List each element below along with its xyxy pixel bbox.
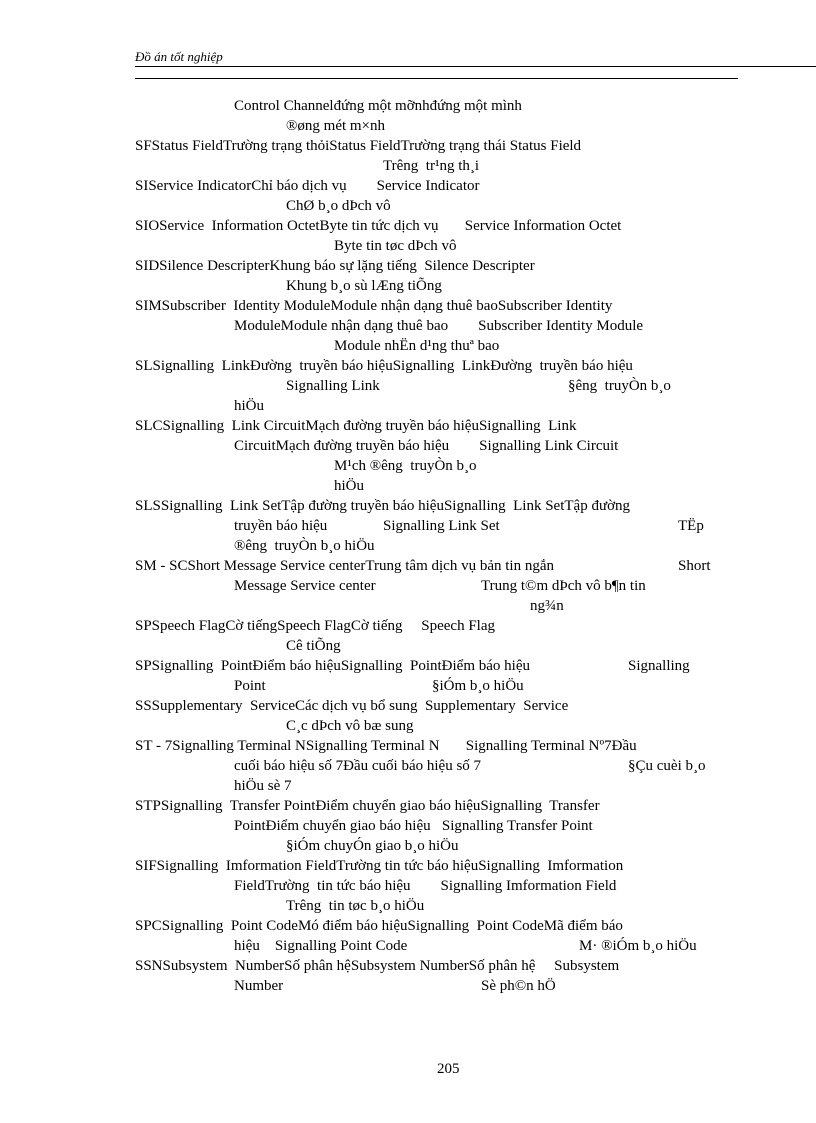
- text-line: FieldTrường tin tức báo hiệu Signalling Imformation Field: [234, 878, 617, 894]
- text-line: hiÖu sè 7: [234, 778, 292, 794]
- text-line: SPCSignalling Point CodeMó điểm báo hiệuSignalling Point CodeMã điểm báo: [135, 918, 623, 934]
- text-line: Cê tiÕng: [286, 638, 341, 654]
- text-line: Module nhËn d¹ng thuª bao: [334, 338, 500, 354]
- text-line: M· ®iÓm b¸o hiÖu: [579, 938, 697, 954]
- text-line: Point: [234, 678, 266, 694]
- text-line: ®øng mét m×nh: [286, 118, 386, 134]
- text-line: Message Service center: [234, 578, 376, 594]
- page-header-title: Đồ án tốt nghiệp: [135, 49, 223, 64]
- text-line: truyền báo hiệu: [234, 518, 328, 534]
- text-line: C¸c dÞch vô bæ sung: [286, 718, 414, 734]
- text-line: SPSignalling PointĐiểm báo hiệuSignalling PointĐiểm báo hiệu: [135, 658, 530, 674]
- text-line: Trêng tr¹ng th¸i: [383, 158, 480, 174]
- text-line: Trung t©m dÞch vô b¶n tin: [481, 578, 646, 594]
- text-line: §iÓm b¸o hiÖu: [432, 678, 524, 694]
- text-line: ST - 7Signalling Terminal NSignalling Terminal N Signalling Terminal Nº7Đầu: [135, 738, 637, 754]
- text-line: SPSpeech FlagCờ tiếngSpeech FlagCờ tiếng Speech Flag: [135, 618, 495, 634]
- text-line: Khung b¸o sù lÆng tiÕng: [286, 278, 442, 294]
- text-line: Signalling Link Set: [383, 518, 500, 534]
- text-line: ®êng truyÒn b¸o hiÖu: [234, 538, 375, 554]
- text-line: ModuleModule nhận dạng thuê bao Subscriber Identity Module: [234, 318, 644, 334]
- text-line: hiÖu: [334, 478, 364, 494]
- text-line: SIService IndicatorChỉ báo dịch vụ Service Indicator: [135, 178, 480, 194]
- text-line: SLSignalling LinkĐường truyền báo hiệuSignalling LinkĐường truyền báo hiệu: [135, 358, 633, 374]
- text-line: CircuitMạch đường truyền báo hiệu Signalling Link Circuit: [234, 438, 619, 454]
- text-line: Byte tin tøc dÞch vô: [334, 238, 457, 254]
- text-line: STPSignalling Transfer PointĐiểm chuyển giao báo hiệuSignalling Transfer: [135, 798, 600, 814]
- text-line: SIFSignalling Imformation FieldTrường tin tức báo hiệuSignalling Imformation: [135, 858, 624, 874]
- text-line: Number: [234, 978, 284, 994]
- text-line: Sè ph©n hÖ: [481, 978, 556, 994]
- text-line: §Çu cuèi b¸o: [628, 758, 706, 774]
- text-line: Control Channelđứng một mỡnhđứng một mình: [234, 98, 522, 114]
- text-line: SSNSubsystem NumberSố phân hệSubsystem NumberSố phân hệ Subsystem: [135, 958, 620, 974]
- text-line: SIOService Information OctetByte tin tức dịch vụ Service Information Octet: [135, 218, 622, 234]
- text-line: SLCSignalling Link CircuitMạch đường truyền báo hiệuSignalling Link: [135, 418, 577, 434]
- header-rule-bottom: [135, 78, 738, 79]
- text-line: §iÓm chuyÓn giao b¸o hiÖu: [286, 838, 459, 854]
- text-line: Short: [678, 558, 711, 574]
- text-line: M¹ch ®êng truyÒn b¸o: [334, 458, 477, 474]
- text-line: ChØ b¸o dÞch vô: [286, 198, 391, 214]
- text-line: §êng truyÒn b¸o: [568, 378, 671, 394]
- text-line: PointĐiểm chuyển giao báo hiệu Signalling Transfer Point: [234, 818, 593, 834]
- text-line: SM - SCShort Message Service centerTrung tâm dịch vụ bản tin ngắn: [135, 558, 554, 574]
- text-line: SFStatus FieldTrường trạng thỏiStatus FieldTrường trạng thái Status Field: [135, 138, 582, 154]
- text-line: TËp: [678, 518, 704, 534]
- header-rule-top: [135, 66, 816, 67]
- page-number: 205: [437, 1061, 460, 1077]
- text-line: SLSSignalling Link SetTập đường truyền báo hiệuSignalling Link SetTập đường: [135, 498, 630, 514]
- text-line: SIDSilence DescripterKhung báo sự lặng tiếng Silence Descripter: [135, 258, 535, 274]
- text-line: hiệu Signalling Point Code: [234, 938, 408, 954]
- text-line: hiÖu: [234, 398, 264, 414]
- text-line: Signalling Link: [286, 378, 380, 394]
- text-line: Signalling: [628, 658, 690, 674]
- text-line: Trêng tin tøc b¸o hiÖu: [286, 898, 425, 914]
- text-line: SIMSubscriber Identity ModuleModule nhận dạng thuê baoSubscriber Identity: [135, 298, 613, 314]
- text-line: SSSupplementary ServiceCác dịch vụ bổ sung Supplementary Service: [135, 698, 569, 714]
- text-line: ng¾n: [530, 598, 564, 614]
- text-line: cuối báo hiệu số 7Đầu cuối báo hiệu số 7: [234, 758, 482, 774]
